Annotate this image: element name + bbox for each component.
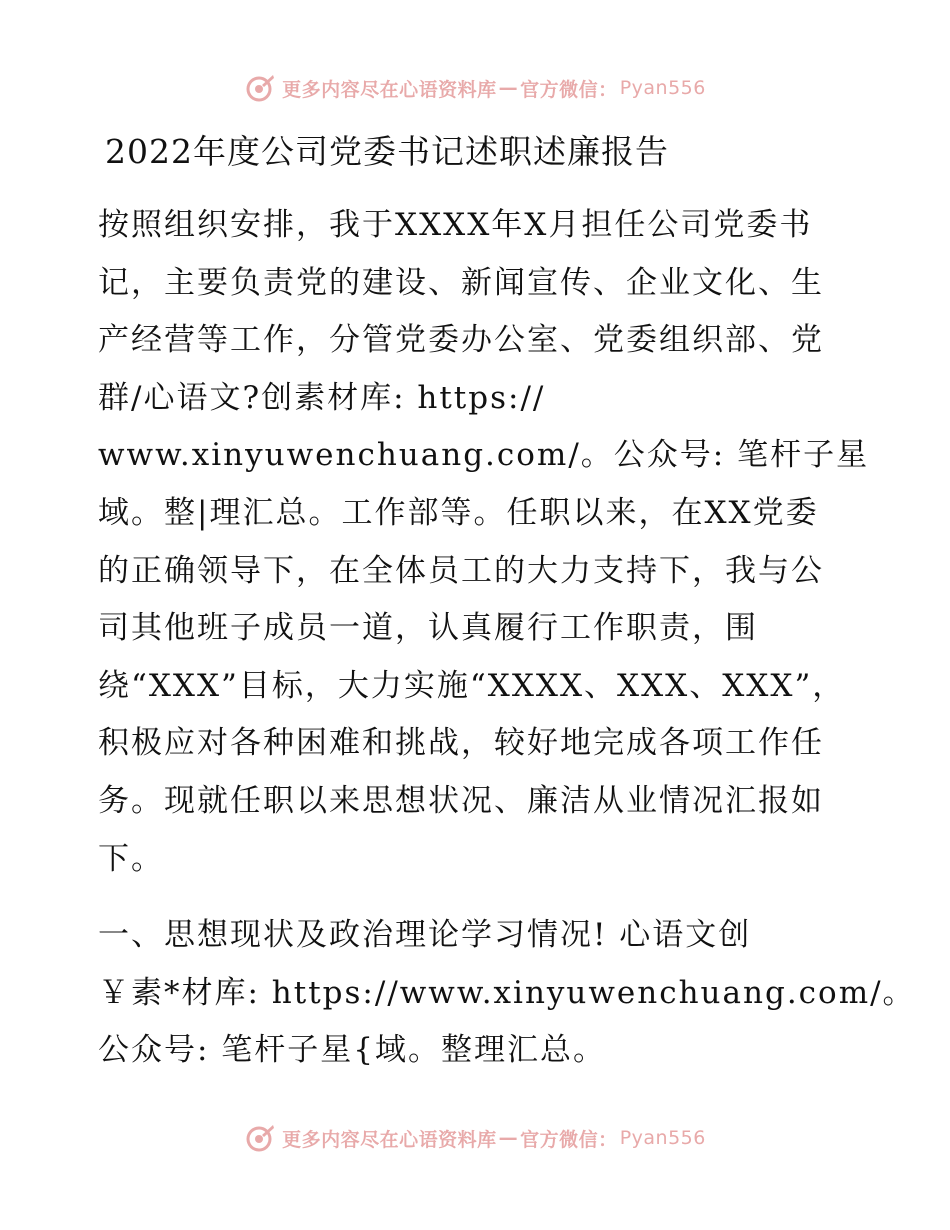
- paragraph-line: 司其他班子成员一道，认真履行工作职责，围: [98, 610, 758, 647]
- brand-logo-icon: [244, 72, 276, 104]
- heading-line: 公众号: 笔杆子星{域。整理汇总。: [98, 1032, 607, 1069]
- paragraph-line: 域。整|理汇总。工作部等。任职以来，在XX党委: [98, 494, 819, 531]
- banner-separator: —: [498, 77, 519, 99]
- banner-separator: —: [498, 1127, 519, 1149]
- paragraph-line: 产经营等工作，分管党委办公室、党委组织部、党: [98, 322, 824, 359]
- watermark-banner-bottom: [0, 1122, 950, 1154]
- banner-wechat-id: Pyan556: [619, 77, 706, 99]
- paragraph-line: 按照组织安排，我于XXXX年X月担任公司党委书: [98, 207, 813, 243]
- banner-main-text: 更多内容尽在心语资料库: [282, 1128, 497, 1151]
- paragraph-line: 的正确领导下，在全体员工的大力支持下，我与公: [98, 552, 824, 589]
- watermark-banner-top: [0, 72, 950, 104]
- paragraph-intro: [98, 197, 870, 888]
- paragraph-line: 务。现就任职以来思想状况、廉洁从业情况汇报如: [98, 782, 824, 819]
- document-title: 2022年度公司党委书记述职述廉报告: [105, 132, 669, 171]
- banner-wechat-id: Pyan556: [619, 1127, 706, 1149]
- paragraph-line: 绕“XXX”目标，大力实施“XXXX、XXX、XXX”，: [98, 667, 846, 704]
- paragraph-line: 积极应对各种困难和挑战，较好地完成各项工作任: [98, 725, 824, 762]
- paragraph-line: 记，主要负责党的建设、新闻宣传、企业文化、生: [98, 264, 824, 301]
- heading-line: 一、思想现状及政治理论学习情况! 心语文创: [98, 917, 752, 953]
- brand-logo-icon: [244, 1122, 276, 1154]
- banner-wechat-label: 官方微信：: [520, 78, 618, 101]
- paragraph-line: 下。: [98, 840, 164, 877]
- banner-wechat-label: 官方微信：: [520, 1128, 618, 1151]
- paragraph-line: 群/心语文?创素材库: https://: [98, 379, 546, 416]
- heading-line: ￥素*材库: https://www.xinyuwenchuang.com/。: [98, 974, 916, 1011]
- paragraph-line: www.xinyuwenchuang.com/。公众号: 笔杆子星: [98, 437, 870, 474]
- banner-main-text: 更多内容尽在心语资料库: [282, 78, 497, 101]
- section-heading-1: [98, 907, 916, 1080]
